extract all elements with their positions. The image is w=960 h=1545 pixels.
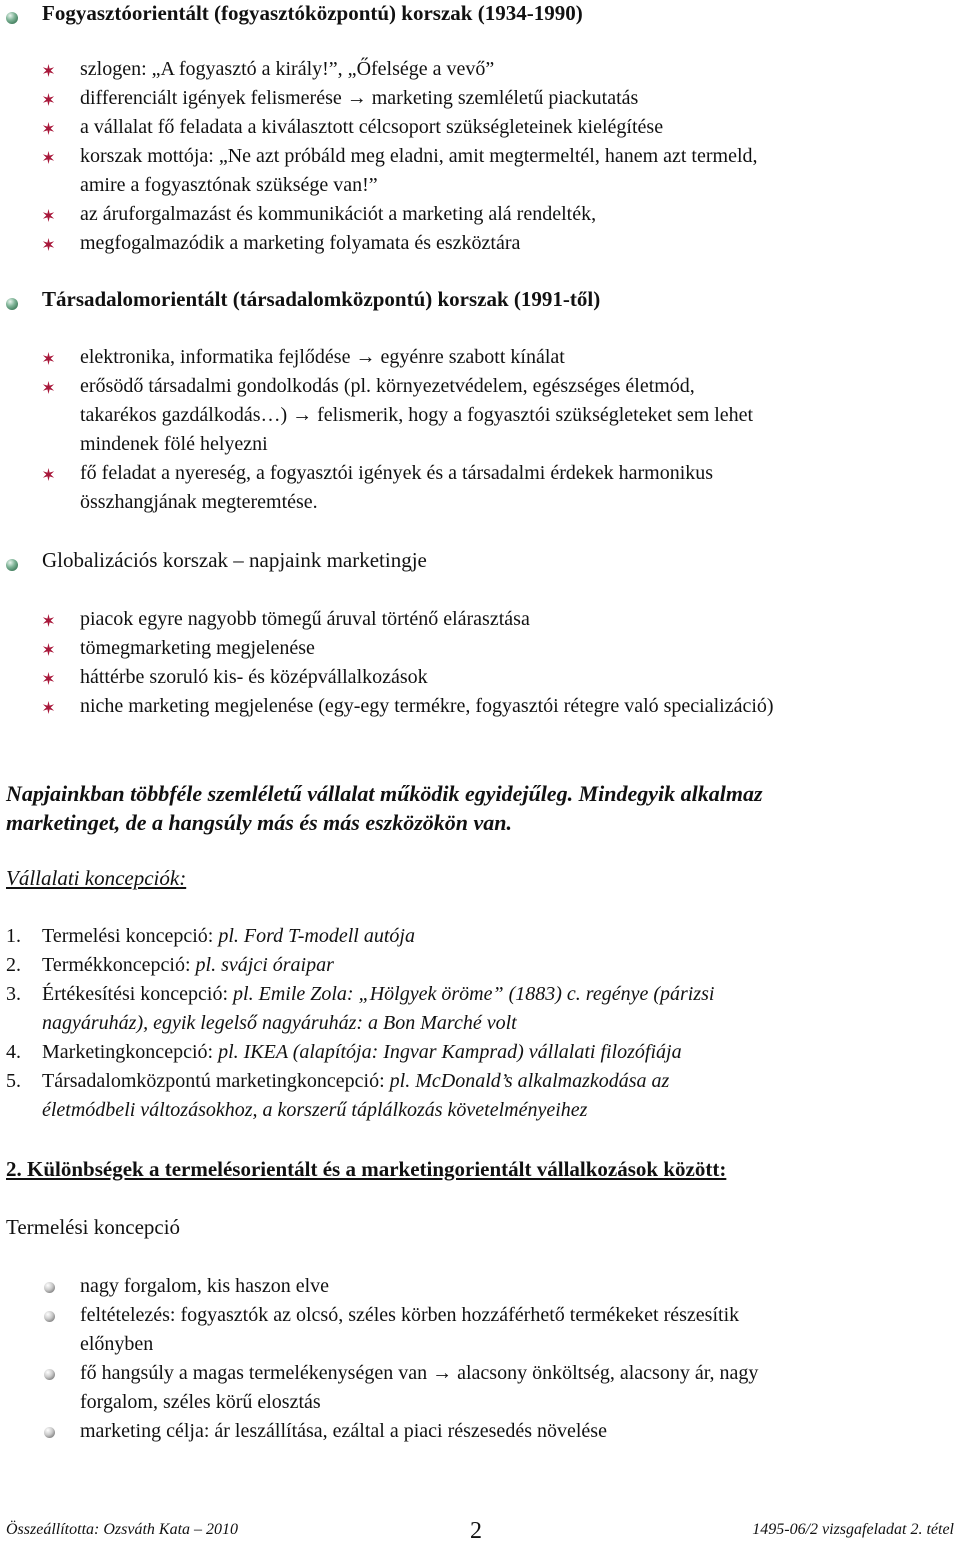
- list-item-continued: összhangjának megteremtése.: [80, 491, 318, 513]
- star-bullet-icon: [42, 64, 55, 77]
- list-item: marketing célja: ár leszállítása, ezáltal a piaci részesedés növelése: [80, 1420, 607, 1442]
- list-item: differenciált igények felismerése → marketing szemléletű piackutatás: [80, 87, 639, 109]
- concept-label: Marketingkoncepció:: [42, 1041, 219, 1063]
- concept-number: 3.: [6, 983, 21, 1005]
- concept-example: pl. Ford T-modell autója: [218, 925, 415, 947]
- concept-number: 4.: [6, 1041, 21, 1063]
- concept-number: 1.: [6, 925, 21, 947]
- list-item-continued: amire a fogyasztónak szüksége van!”: [80, 174, 378, 196]
- list-item-continued: takarékos gazdálkodás…) → felismerik, hogy a fogyasztói szükségleteket sem lehet: [80, 404, 754, 426]
- concept-item-4: [42, 1041, 682, 1064]
- list-item: elektronika, informatika fejlődése → egyénre szabott kínálat: [80, 346, 565, 368]
- concept-label: Társadalomközpontú marketingkoncepció:: [42, 1070, 390, 1092]
- list-item: tömegmarketing megjelenése: [80, 637, 315, 659]
- star-bullet-icon: [42, 701, 55, 714]
- star-bullet-icon: [42, 209, 55, 222]
- concept-item-3: [42, 983, 714, 1006]
- section-title-1: Fogyasztóorientált (fogyasztóközpontú) korszak (1934-1990): [42, 1, 583, 25]
- concept-number: 2.: [6, 954, 21, 976]
- bullet-ball-icon: [6, 559, 18, 571]
- list-item: háttérbe szoruló kis- és középvállalkozások: [80, 666, 428, 688]
- page-number: 2: [470, 1518, 482, 1544]
- star-bullet-icon: [42, 122, 55, 135]
- star-bullet-icon: [42, 468, 55, 481]
- list-item: piacok egyre nagyobb tömegű áruval történő elárasztása: [80, 608, 530, 630]
- concept-label: Termékkoncepció:: [42, 954, 196, 976]
- gray-ball-bullet-icon: [44, 1311, 55, 1322]
- list-item: megfogalmazódik a marketing folyamata és eszköztára: [80, 232, 521, 254]
- star-bullet-icon: [42, 381, 55, 394]
- star-bullet-icon: [42, 238, 55, 251]
- concept-example: pl. svájci óraipar: [195, 954, 334, 976]
- footer-code: 1495-06/2 vizsgafeladat 2. tétel: [752, 1521, 954, 1538]
- summary-line: marketinget, de a hangsúly más és más eszközökön van.: [6, 810, 513, 835]
- differences-subheading: Termelési koncepció: [6, 1215, 181, 1239]
- concept-example: pl. IKEA (alapítója: Ingvar Kamprad) vállalati filozófiája: [218, 1041, 682, 1063]
- concept-example-continued: nagyáruház), egyik legelső nagyáruház: a Bon Marché volt: [42, 1012, 517, 1034]
- differences-heading: 2. Különbségek a termelésorientált és a marketingorientált vállalkozások között:: [6, 1157, 727, 1181]
- list-item: erősödő társadalmi gondolkodás (pl. környezetvédelem, egészséges életmód,: [80, 375, 695, 397]
- concept-example-continued: életmódbeli változásokhoz, a korszerű táplálkozás követelményeihez: [42, 1099, 588, 1121]
- star-bullet-icon: [42, 614, 55, 627]
- concepts-heading: Vállalati koncepciók:: [6, 866, 187, 890]
- list-item: nagy forgalom, kis haszon elve: [80, 1275, 330, 1297]
- list-item-continued: előnyben: [80, 1333, 154, 1355]
- section-title-2: Társadalomorientált (társadalomközpontú) korszak (1991-től): [42, 287, 601, 311]
- list-item-continued: mindenek fölé helyezni: [80, 433, 268, 455]
- star-bullet-icon: [42, 352, 55, 365]
- concept-label: Termelési koncepció:: [42, 925, 219, 947]
- star-bullet-icon: [42, 643, 55, 656]
- star-bullet-icon: [42, 672, 55, 685]
- concept-label: Értékesítési koncepció:: [42, 983, 234, 1005]
- bullet-ball-icon: [6, 12, 18, 24]
- section-title-3: Globalizációs korszak – napjaink marketingje: [42, 548, 427, 572]
- concept-item-1: [42, 925, 415, 948]
- concept-number: 5.: [6, 1070, 21, 1092]
- concept-item-2: [42, 954, 334, 977]
- list-item: korszak mottója: „Ne azt próbáld meg eladni, amit megtermeltél, hanem azt termeld,: [80, 145, 758, 167]
- gray-ball-bullet-icon: [44, 1427, 55, 1438]
- footer-author: Összeállította: Ozsváth Kata – 2010: [6, 1521, 239, 1538]
- list-item: feltételezés: fogyasztók az olcsó, széles körben hozzáférhető termékeket részesítik: [80, 1304, 740, 1326]
- star-bullet-icon: [42, 93, 55, 106]
- star-bullet-icon: [42, 151, 55, 164]
- bullet-ball-icon: [6, 298, 18, 310]
- gray-ball-bullet-icon: [44, 1282, 55, 1293]
- concept-example: pl. McDonald’s alkalmazkodása az: [389, 1070, 670, 1092]
- list-item: az áruforgalmazást és kommunikációt a marketing alá rendelték,: [80, 203, 597, 225]
- list-item: a vállalat fő feladata a kiválasztott célcsoport szükségleteinek kielégítése: [80, 116, 664, 138]
- list-item-continued: forgalom, széles körű elosztás: [80, 1391, 321, 1413]
- list-item: fő feladat a nyereség, a fogyasztói igények és a társadalmi érdekek harmonikus: [80, 462, 714, 484]
- concept-item-5: [42, 1070, 669, 1093]
- list-item: fő hangsúly a magas termelékenységen van → alacsony önköltség, alacsony ár, nagy: [80, 1362, 759, 1384]
- list-item: niche marketing megjelenése (egy-egy termékre, fogyasztói rétegre való specializáció): [80, 695, 774, 717]
- concept-example: pl. Emile Zola: „Hölgyek öröme” (1883) c. regénye (párizsi: [233, 983, 715, 1005]
- gray-ball-bullet-icon: [44, 1369, 55, 1380]
- list-item: szlogen: „A fogyasztó a király!”, „Őfelsége a vevő”: [80, 58, 495, 80]
- summary-line: Napjainkban többféle szemléletű vállalat működik egyidejűleg. Mindegyik alkalmaz: [6, 781, 763, 806]
